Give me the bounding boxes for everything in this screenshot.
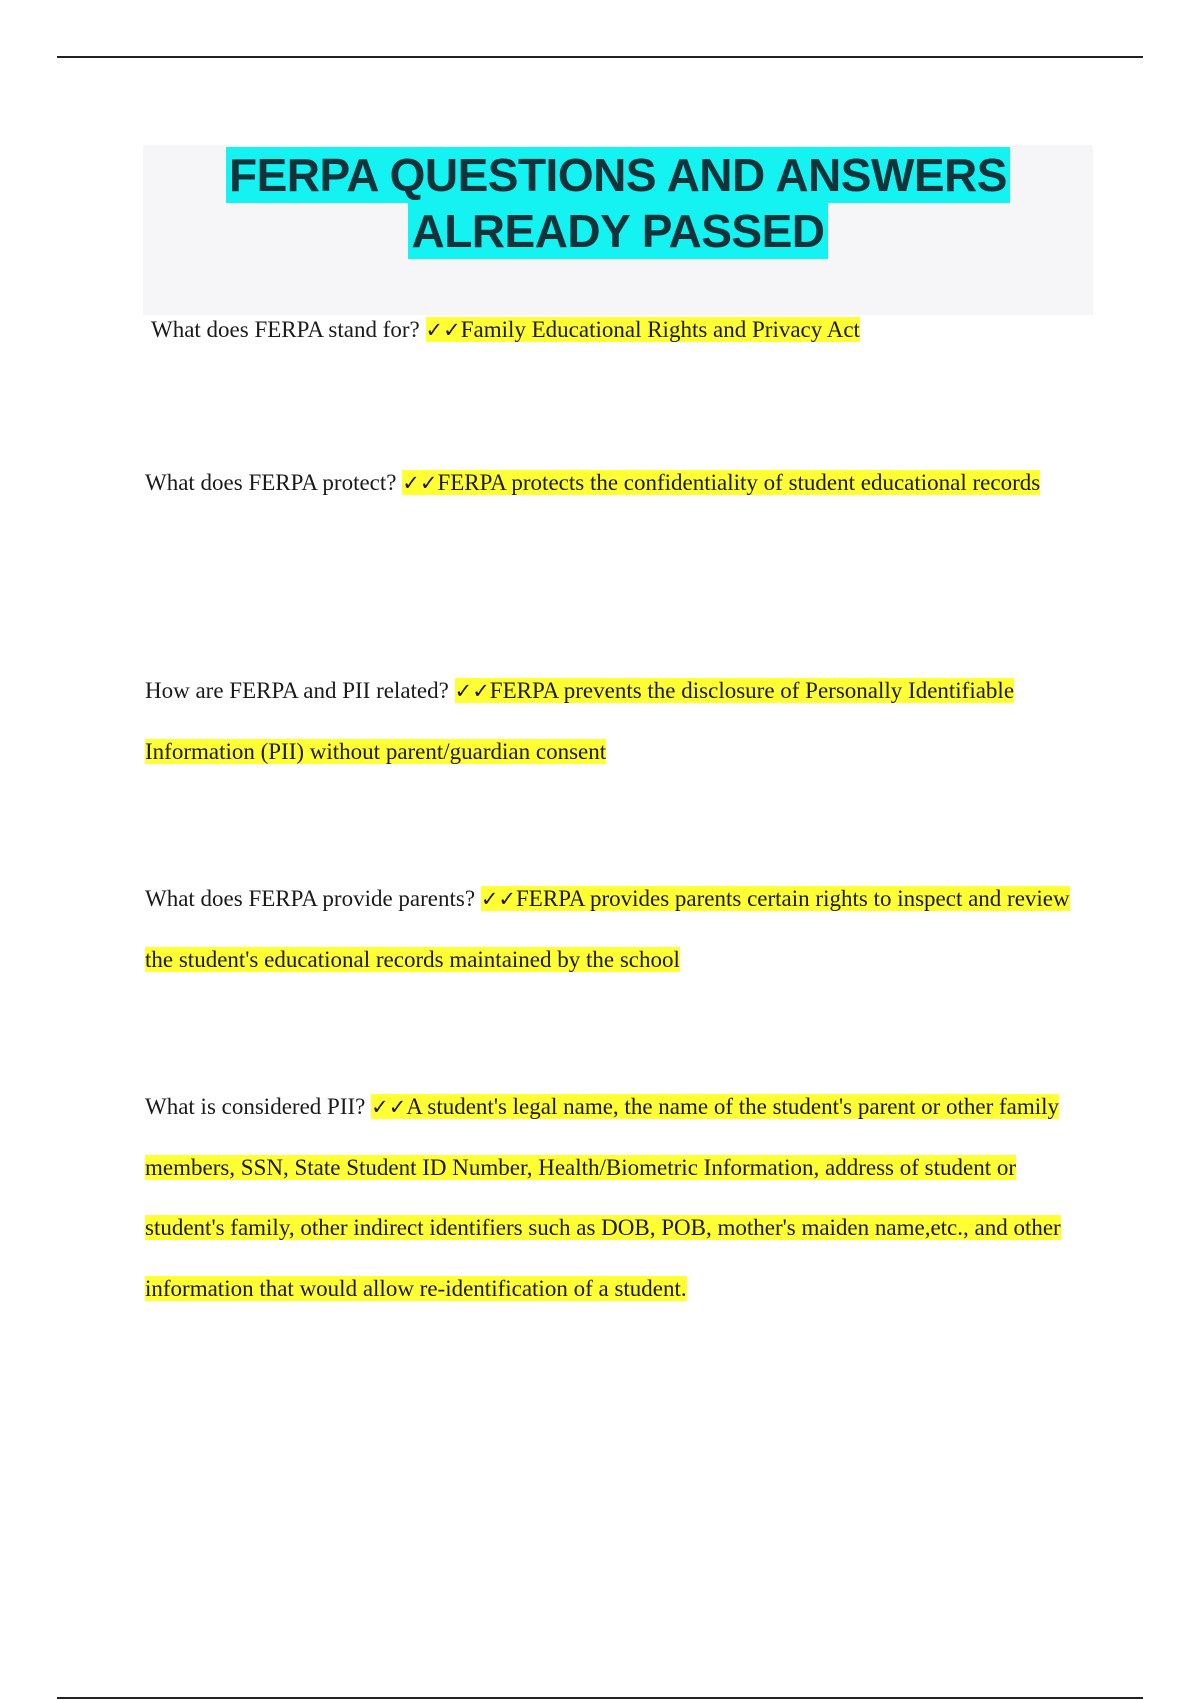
check-icon: ✓✓ (480, 887, 517, 911)
check-icon: ✓✓ (454, 679, 490, 703)
title-banner (143, 145, 1093, 315)
question-text: How are FERPA and PII related? (145, 678, 449, 703)
check-icon: ✓✓ (371, 1095, 407, 1119)
check-icon: ✓✓ (402, 471, 438, 495)
answer-text: FERPA protects the confidentiality of student educational records (437, 470, 1041, 495)
question-text: What does FERPA protect? (145, 470, 397, 495)
check-icon: ✓✓ (425, 318, 461, 342)
answer-highlight (402, 470, 1040, 495)
answer-highlight (145, 1094, 1061, 1301)
answer-highlight (426, 317, 860, 342)
qa-item-2 (145, 453, 1085, 514)
qa-item-1 (151, 300, 1091, 361)
bottom-rule (57, 1697, 1143, 1699)
top-rule (57, 56, 1143, 58)
qa-item-4 (145, 869, 1085, 990)
question-text: What does FERPA stand for? (151, 317, 420, 342)
answer-text: FERPA prevents the disclosure of Personally Identifiable Information (PII) without parent/guardian consent (145, 678, 1015, 764)
answer-text: Family Educational Rights and Privacy Act (460, 317, 860, 342)
question-text: What is considered PII? (145, 1094, 366, 1119)
answer-text: FERPA provides parents certain rights to inspect and review the student's educational records maintained by the school (145, 886, 1070, 972)
qa-item-5 (145, 1077, 1085, 1319)
question-text: What does FERPA provide parents? (145, 886, 476, 911)
qa-item-3 (145, 661, 1085, 782)
title-line-1: FERPA QUESTIONS AND ANSWERS (226, 147, 1010, 203)
title-line-2: ALREADY PASSED (408, 203, 827, 259)
answer-text: A student's legal name, the name of the student's parent or other family members, SSN, State Student ID Number, Health/Biometric Information, address of student or student's family, other indirect identifiers such as DOB, POB, mother's maiden name,etc., and other information that would allow re-identification of a student. (145, 1094, 1061, 1301)
